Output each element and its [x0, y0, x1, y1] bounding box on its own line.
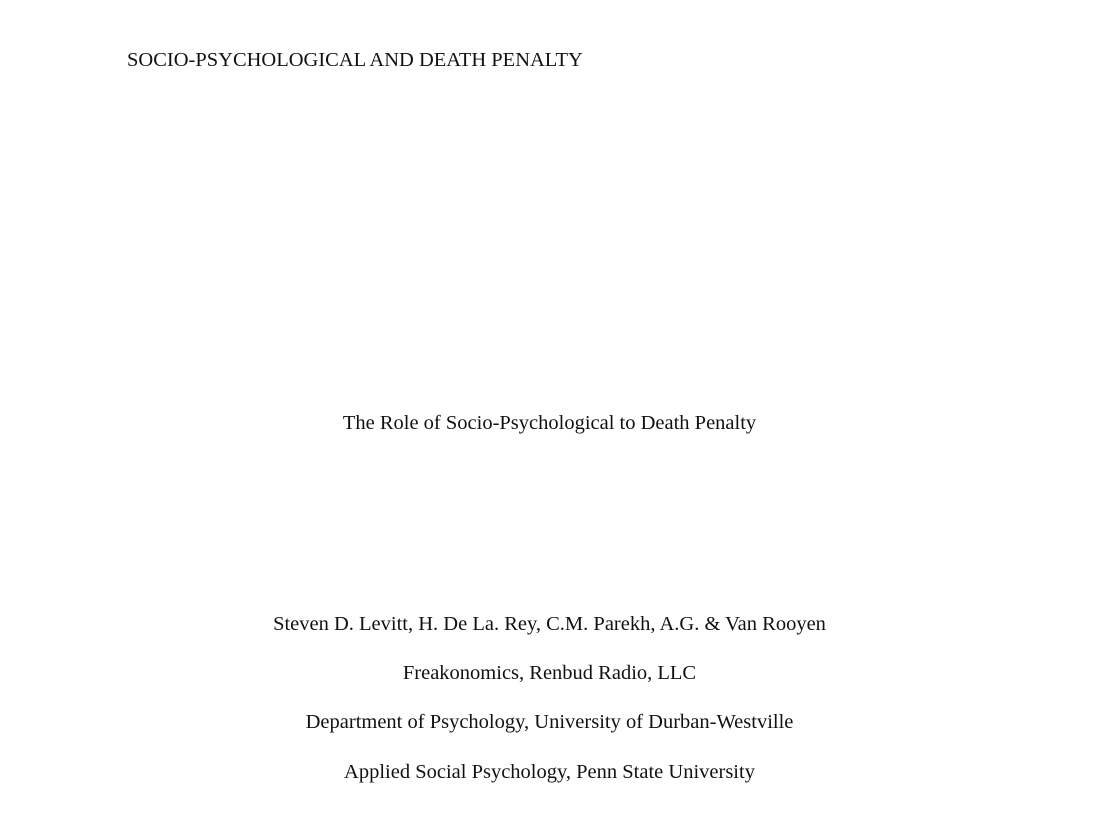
affiliation: Freakonomics, Renbud Radio, LLC	[402, 662, 697, 684]
affiliation: Department of Psychology, University of Durban-Westville	[305, 711, 794, 733]
author-list: Steven D. Levitt, H. De La. Rey, C.M. Parekh, A.G. & Van Rooyen	[273, 613, 826, 635]
affiliation: Applied Social Psychology, Penn State University	[344, 761, 755, 783]
running-head: SOCIO-PSYCHOLOGICAL AND DEATH PENALTY	[127, 49, 583, 71]
paper-title: The Role of Socio-Psychological to Death Penalty	[342, 412, 757, 434]
